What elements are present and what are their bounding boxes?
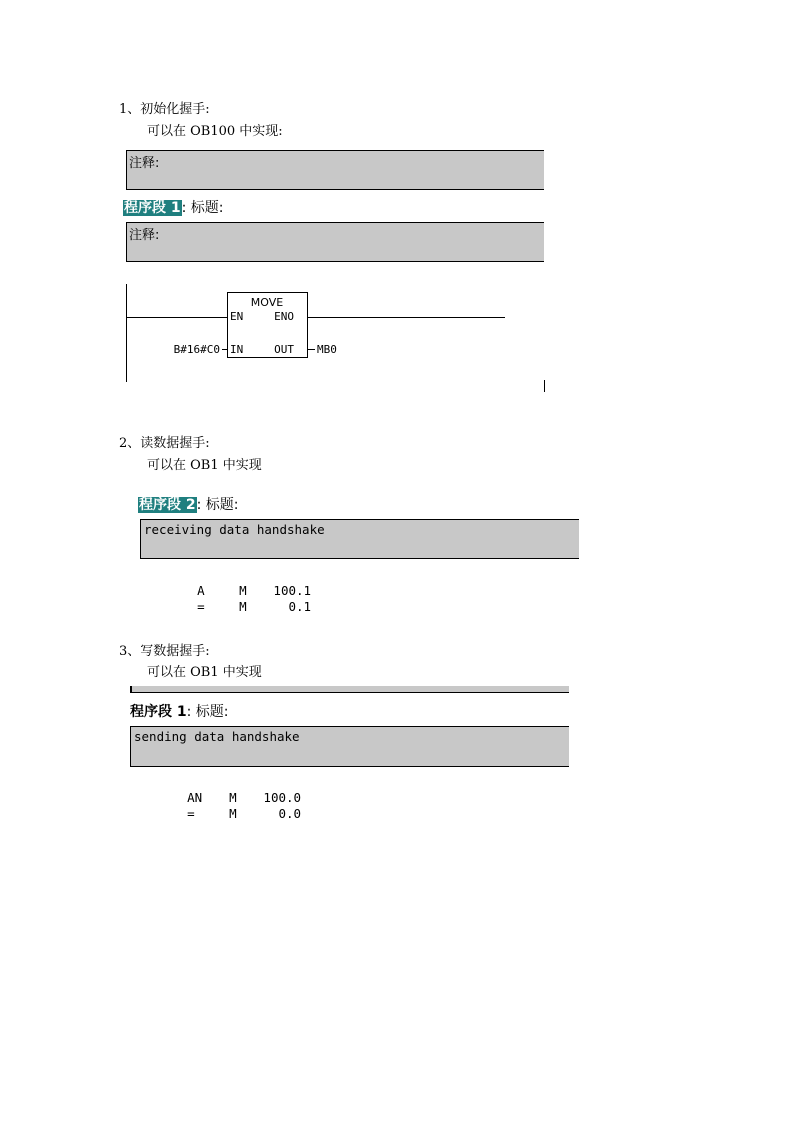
comment-text: receiving data handshake [144, 522, 325, 537]
block-name: MOVE [250, 296, 284, 309]
comment-label: 注释: [129, 228, 160, 243]
comment-text: sending data handshake [134, 729, 300, 744]
section2-heading: 2、读数据握手: [119, 436, 210, 451]
eno-pin-label: ENO [274, 310, 294, 323]
section1-note: 可以在 OB100 中实现: [147, 124, 283, 139]
network-header [138, 494, 239, 514]
stl-line [172, 791, 301, 821]
comment-box [140, 519, 579, 559]
stl-op: = [187, 806, 195, 821]
network-title: : 标题: [181, 200, 224, 216]
stl-op: AN [187, 790, 203, 805]
previous-block-edge [130, 686, 569, 693]
network-title: : 标题: [196, 497, 239, 513]
stl-address: 100.0 [263, 790, 302, 805]
comment-label: 注释: [129, 156, 160, 171]
stl-address: 100.1 [273, 583, 312, 598]
in-pin-label: IN [230, 343, 244, 356]
stl-line [182, 584, 311, 614]
section3-heading: 3、写数据握手: [119, 644, 210, 659]
network-label: 程序段 1 [130, 704, 187, 720]
stl-area: M [229, 806, 237, 821]
stl-area: M [239, 583, 247, 598]
out-operand: MB0 [317, 343, 337, 356]
stl-address: 0.1 [288, 599, 312, 614]
comment-box [130, 726, 569, 767]
out-pin-label: OUT [274, 343, 294, 356]
section2-note: 可以在 OB1 中实现 [147, 458, 262, 473]
network-header [130, 701, 229, 721]
stl-address: 0.0 [278, 806, 302, 821]
network-title: : 标题: [186, 704, 229, 720]
comment-box [126, 222, 544, 262]
in-operand: B#16#C0 [173, 343, 220, 356]
section1-heading: 1、初始化握手: [119, 102, 210, 117]
network-label: 程序段 1 [124, 200, 181, 216]
network-header [123, 197, 224, 217]
stl-area: M [239, 599, 247, 614]
section3-note: 可以在 OB1 中实现 [147, 665, 262, 680]
stl-area: M [229, 790, 237, 805]
ladder-diagram [120, 280, 550, 395]
en-pin-label: EN [230, 310, 244, 323]
comment-box [126, 150, 544, 190]
stl-op: = [197, 599, 205, 614]
network-label: 程序段 2 [139, 497, 196, 513]
stl-op: A [197, 583, 205, 598]
